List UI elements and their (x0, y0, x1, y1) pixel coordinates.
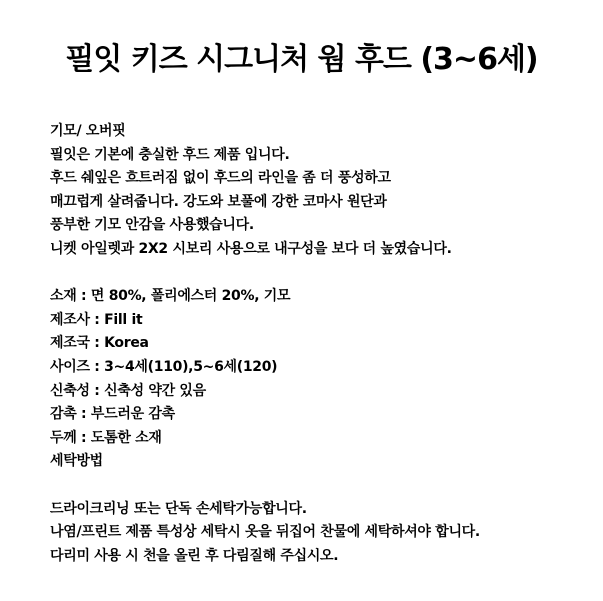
spacer-line (50, 262, 590, 286)
description-line: 필잇은 기본에 충실한 후드 제품 입니다. (50, 146, 290, 163)
spec-stretch: 신축성 : 신축성 약간 있음 (50, 382, 206, 399)
description-line: 풍부한 기모 안감을 사용했습니다. (50, 217, 254, 234)
description-line: 니켓 아일렛과 2X2 시보리 사용으로 내구성을 보다 더 높였습니다. (50, 240, 452, 257)
spec-texture: 감촉 : 부드러운 감촉 (50, 406, 175, 423)
product-description (50, 120, 590, 568)
spec-size: 사이즈 : 3~4세(110),5~6세(120) (50, 358, 278, 375)
spec-material: 소재 : 면 80%, 폴리에스터 20%, 기모 (50, 288, 291, 305)
product-title: 필잇 키즈 시그니처 웜 후드 (3~6세) (65, 42, 538, 77)
washing-heading: 세탁방법 (50, 453, 103, 470)
spec-thickness: 두께 : 도톰한 소재 (50, 429, 162, 446)
washing-instruction: 다리미 사용 시 천을 올린 후 다림질해 주십시오. (50, 547, 339, 564)
description-line: 매끄럽게 살려줍니다. 강도와 보풀에 강한 코마사 원단과 (50, 193, 387, 210)
spec-country: 제조국 : Korea (50, 335, 149, 352)
washing-instruction: 나염/프린트 제품 특성상 세탁시 옷을 뒤집어 찬물에 세탁하셔야 합니다. (50, 524, 480, 541)
description-line: 기모/ 오버핏 (50, 123, 126, 139)
spacer-line (50, 474, 590, 498)
washing-instruction: 드라이크리닝 또는 단독 손세탁가능합니다. (50, 500, 307, 517)
description-line: 후드 쉐잎은 흐트러짐 없이 후드의 라인을 좀 더 풍성하고 (50, 170, 391, 187)
spec-manufacturer: 제조사 : Fill it (50, 311, 143, 328)
